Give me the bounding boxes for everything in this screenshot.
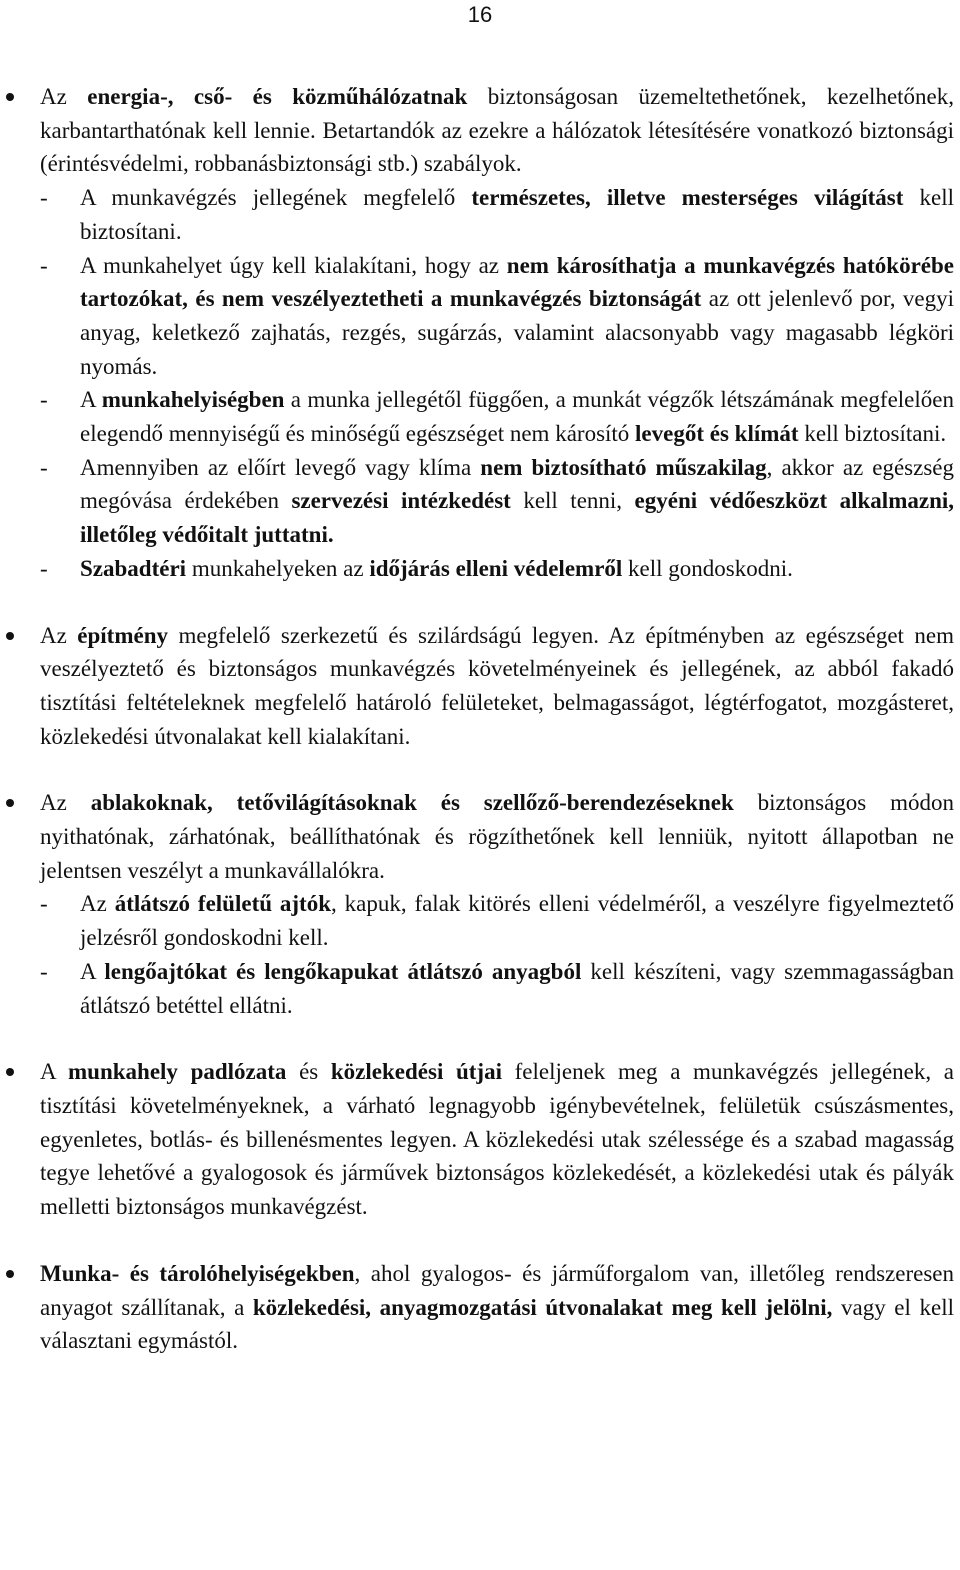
dash-list-item <box>40 383 954 450</box>
text-run: megfelelő szerkezetű és szilárdságú legyen. Az építményben az egészséget nem veszélyeztető és biztonságos munkavégzés követelményeinek és jellegének, az abból fakadó tisztítási feltételeknek megfelelő határoló felületeket, belmagasságot, légtérfogatot, mozgásteret, közlekedési útvonalakat kell kialakítani. <box>40 622 954 749</box>
dash-marker: - <box>40 958 48 984</box>
text-run: kell gondoskodni. <box>622 555 793 581</box>
bullet-section <box>40 80 954 586</box>
bold-text: építmény <box>77 622 168 648</box>
text-run: kell tenni, <box>510 488 635 514</box>
bullet-dot-icon <box>6 799 14 807</box>
text-run: és <box>286 1059 331 1085</box>
bold-text: Szabadtéri <box>80 555 187 581</box>
bullet-dot-icon <box>6 632 14 640</box>
bold-text: időjárás elleni védelemről <box>369 555 623 581</box>
text-run: Az <box>80 891 115 917</box>
section-paragraph <box>40 1257 954 1358</box>
bold-text: egyéni védőeszközt alkalmazni, illetőleg védőitalt juttatni. <box>80 488 954 548</box>
text-run: biztonságosan üzemeltethetőnek, kezelhetőnek, karbantarthatónak kell lennie. Betartandók az ezekre a hálózatok létesítésére vonatkozó biztonsági (érintésvédelmi, robbanásbiztonsági stb.) szabályok. <box>40 84 954 177</box>
bullet-dot-icon <box>6 1270 14 1278</box>
bold-text: Munka- és tárolóhelyiségekben <box>40 1260 355 1286</box>
bold-text: természetes, illetve mesterséges világítást <box>471 185 904 211</box>
dash-list-item <box>40 451 954 552</box>
bullet-dot-icon <box>6 1068 14 1076</box>
text-run: kell készíteni, vagy szemmagasságban átlátszó betéttel ellátni. <box>80 958 955 1018</box>
section-paragraph <box>40 1055 954 1224</box>
text-run: a munka jellegétől függően, a munkát végzők létszámának megfelelően elegendő mennyiségű és minőségű egészséget nem károsító <box>80 387 954 447</box>
dash-marker: - <box>40 891 48 917</box>
bold-text: szervezési intézkedést <box>291 488 511 514</box>
dash-list-item <box>40 552 954 586</box>
text-run: kell biztosítani. <box>80 185 954 244</box>
text-run: Amennyiben az előírt levegő vagy klíma <box>80 454 481 480</box>
bold-text: nem károsíthatja a munkavégzés hatókörébe tartozókat, és nem veszélyeztetheti a munkavégzés biztonságát <box>80 252 954 312</box>
text-run: , akkor az egészség megóvása érdekében <box>80 454 954 514</box>
dash-list-item <box>40 887 954 954</box>
bold-text: nem biztosítható műszakilag <box>480 454 767 480</box>
bold-text: munkahelyiségben <box>101 387 285 413</box>
dash-list-item <box>40 181 954 248</box>
bold-text: munkahely padlózata <box>68 1059 287 1085</box>
dash-list-item <box>40 249 954 384</box>
text-run: biztonságos módon nyithatónak, zárhatónak, beállíthatónak és rögzíthetőnek kell lenniük, nyitott állapotban ne jelentsen veszélyt a munkavállalókra. <box>40 790 954 883</box>
text-run: vagy el kell választani egymástól. <box>40 1294 954 1354</box>
dash-marker: - <box>40 387 48 413</box>
section-paragraph <box>40 80 954 181</box>
text-run: kell biztosítani. <box>798 421 947 447</box>
text-run: munkahelyeken az <box>186 555 370 581</box>
page-number: 16 <box>467 2 493 27</box>
bold-text: levegőt és klímát <box>635 421 799 447</box>
bullet-section <box>40 619 954 754</box>
dash-marker: - <box>40 252 48 278</box>
text-run: az ott jelenlevő por, vegyi anyag, keletkező zajhatás, rezgés, sugárzás, valamint alacsonyabb vagy magasabb légköri nyomás. <box>80 286 954 379</box>
bold-text: közlekedési, anyagmozgatási útvonalakat meg kell jelölni, <box>252 1294 833 1320</box>
text-run: feleljenek meg a munkavégzés jellegének, a tisztítási követelményeknek, a várható legnagyobb igénybevételnek, felületük csúszásmentes, egyenletes, botlás- és billenésmentes legyen. A közlekedési utak szélessége és a szabad magasság tegye lehetővé a gyalogosok és járművek biztonságos közlekedését, a közlekedési utak és pályák melletti biztonságos munkavégzést. <box>40 1059 954 1220</box>
text-run: , ahol gyalogos- és járműforgalom van, illetőleg rendszeresen anyagot szállítanak, a <box>40 1260 954 1320</box>
section-paragraph <box>40 786 954 887</box>
dash-marker: - <box>40 555 48 581</box>
dash-list-item <box>40 955 954 1022</box>
bullet-section <box>40 1257 954 1358</box>
bold-text: lengőajtókat és lengőkapukat átlátszó anyagból <box>104 958 582 984</box>
text-run: Az <box>40 84 88 109</box>
text-run: A munkahelyet úgy kell kialakítani, hogy az <box>80 252 507 278</box>
text-run: A <box>80 387 102 413</box>
text-run: A <box>80 958 105 984</box>
bullet-dot-icon <box>6 93 14 101</box>
text-run: , kapuk, falak kitörés elleni védelméről, a veszélyre figyelmeztető jelzésről gondoskodni kell. <box>80 891 954 951</box>
text-run: A <box>40 1059 68 1085</box>
text-run: A munkavégzés jellegének megfelelő <box>80 185 472 211</box>
bold-text: ablakoknak, tetővilágításoknak és szellőző-berendezéseknek <box>90 790 734 816</box>
document-body <box>40 80 954 1391</box>
text-run: Az <box>40 622 78 648</box>
dash-marker: - <box>40 454 48 480</box>
bold-text: közlekedési útjai <box>330 1059 502 1085</box>
bold-text: energia-, cső- és közműhálózatnak <box>87 84 468 109</box>
bullet-section <box>40 786 954 1022</box>
section-paragraph <box>40 619 954 754</box>
bold-text: átlátszó felületű ajtók <box>114 891 331 917</box>
dash-marker: - <box>40 185 48 211</box>
bullet-section <box>40 1055 954 1224</box>
text-run: Az <box>40 790 91 816</box>
